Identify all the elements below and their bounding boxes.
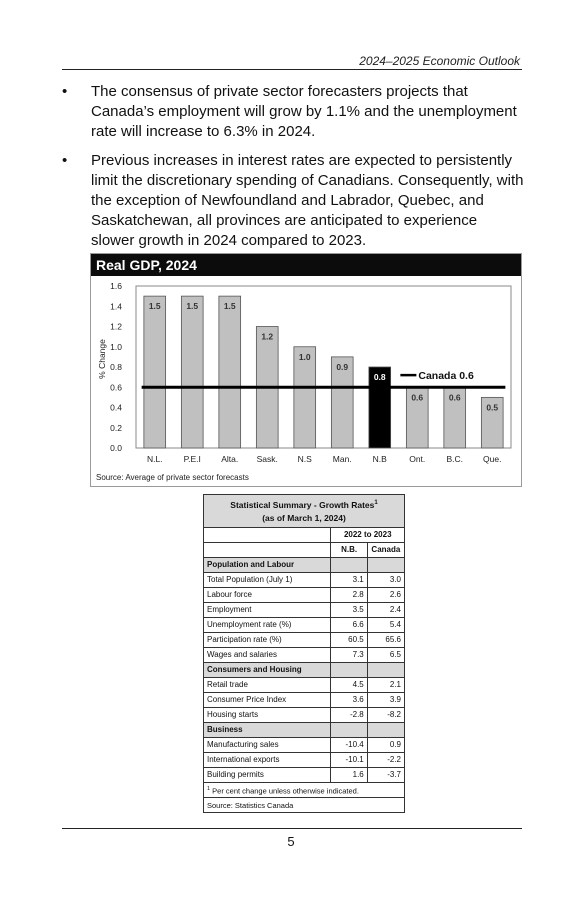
column-header-nb: N.B. — [331, 542, 367, 557]
bullet-text: The consensus of private sector forecasters projects that Canada’s employment will grow by 1.1% and the unemployment rate will increase to 6.3% in 2024. — [91, 83, 517, 140]
x-tick-label: P.E.I — [183, 454, 201, 464]
y-tick-label: 1.0 — [110, 341, 122, 352]
chart-title: Real GDP, 2024 — [91, 254, 521, 276]
bar-data-label: 0.8 — [373, 372, 386, 382]
canada-legend-label: Canada 0.6 — [418, 370, 474, 383]
row-label: Unemployment rate (%) — [204, 617, 331, 632]
summary-table — [203, 494, 405, 813]
x-tick-label: N.S — [297, 454, 312, 464]
period-header: 2022 to 2023 — [331, 527, 405, 542]
bar-ns — [294, 347, 316, 448]
row-label: Consumer Price Index — [204, 692, 331, 707]
value-canada: 2.4 — [367, 602, 404, 617]
table-row — [204, 752, 405, 767]
bar-data-label: 0.5 — [486, 402, 499, 413]
blank-cell — [204, 527, 331, 542]
y-axis-label: % Change — [97, 339, 107, 379]
bar-data-label: 1.2 — [261, 331, 274, 342]
row-label: Wages and salaries — [204, 647, 331, 662]
value-canada: -3.7 — [367, 767, 404, 782]
x-tick-label: Alta. — [221, 454, 239, 464]
section-row — [204, 722, 405, 737]
header-rule — [62, 69, 522, 70]
value-canada: 65.6 — [367, 632, 404, 647]
table-row — [204, 632, 405, 647]
summary-title-line2: (as of March 1, 2024) — [262, 512, 346, 523]
summary-title-line1: Statistical Summary - Growth Rates — [230, 499, 375, 510]
chart-source: Source: Average of private sector forecasts — [96, 473, 249, 482]
table-source: Source: Statistics Canada — [204, 798, 405, 813]
row-label: Retail trade — [204, 677, 331, 692]
bar-alta — [219, 296, 241, 448]
value-canada: -8.2 — [367, 707, 404, 722]
value-nb: -10.1 — [331, 752, 367, 767]
footnote — [204, 782, 405, 798]
value-nb: 3.5 — [331, 602, 367, 617]
bar-data-label: 1.5 — [148, 301, 161, 312]
section-blank — [331, 662, 367, 677]
gdp-chart — [90, 253, 522, 487]
value-canada: 3.0 — [367, 572, 404, 587]
bar-data-label: 0.6 — [411, 392, 424, 403]
period-row — [204, 527, 405, 542]
value-nb: -2.8 — [331, 707, 367, 722]
column-header-row — [204, 542, 405, 557]
y-tick-label: 1.4 — [110, 301, 122, 312]
table-row — [204, 677, 405, 692]
x-tick-label: Ont. — [409, 454, 426, 464]
y-tick-label: 0.2 — [110, 422, 122, 433]
bar-data-label: 1.5 — [223, 301, 236, 312]
y-tick-label: 0.0 — [110, 443, 122, 453]
y-tick-label: 0.4 — [110, 402, 122, 413]
bar-data-label: 1.0 — [298, 351, 311, 362]
value-canada: 2.1 — [367, 677, 404, 692]
x-tick-label: Man. — [332, 454, 352, 464]
statistical-summary — [203, 494, 405, 813]
table-row — [204, 572, 405, 587]
value-canada: 6.5 — [367, 647, 404, 662]
x-tick-label: B.C. — [446, 454, 464, 464]
blank-cell — [204, 542, 331, 557]
section-label: Consumers and Housing — [204, 662, 331, 677]
footnote-text: Per cent change unless otherwise indicated. — [212, 786, 359, 796]
value-canada: 0.9 — [367, 737, 404, 752]
section-blank — [367, 662, 404, 677]
running-header: 2024–2025 Economic Outlook — [359, 54, 520, 68]
bullet-item-interest-rates — [62, 151, 524, 251]
bullet-glyph: • — [62, 152, 68, 169]
source-row — [204, 798, 405, 813]
bullet-item-employment — [62, 82, 524, 142]
value-nb: 4.5 — [331, 677, 367, 692]
value-canada: 5.4 — [367, 617, 404, 632]
value-nb: 6.6 — [331, 617, 367, 632]
bar-data-label: 0.6 — [448, 392, 461, 403]
value-nb: 1.6 — [331, 767, 367, 782]
section-blank — [331, 722, 367, 737]
footnote-sup: 1 — [207, 785, 211, 792]
row-label: Manufacturing sales — [204, 737, 331, 752]
table-row — [204, 647, 405, 662]
section-label: Population and Labour — [204, 557, 331, 572]
value-nb: 3.6 — [331, 692, 367, 707]
summary-body — [204, 557, 405, 782]
table-row — [204, 692, 405, 707]
column-header-canada: Canada — [367, 542, 404, 557]
value-nb: 2.8 — [331, 587, 367, 602]
section-blank — [367, 557, 404, 572]
chart-plot — [91, 276, 521, 471]
y-tick-label: 1.6 — [110, 281, 122, 291]
row-label: Total Population (July 1) — [204, 572, 331, 587]
x-tick-label: Sask. — [256, 454, 278, 464]
y-tick-label: 0.8 — [110, 362, 122, 372]
value-canada: 2.6 — [367, 587, 404, 602]
value-canada: -2.2 — [367, 752, 404, 767]
bullet-text: Previous increases in interest rates are expected to persistently limit the discretionary spending of Canadians. Consequently, with the exception of Newfoundland and Labrador, Quebec, and Saskatchewan, all provinces are anticipated to experience slower growth in 2024 compared to 2023. — [91, 152, 524, 249]
bar-data-label: 1.5 — [186, 301, 199, 312]
row-label: Labour force — [204, 587, 331, 602]
table-row — [204, 737, 405, 752]
row-label: Participation rate (%) — [204, 632, 331, 647]
table-row — [204, 602, 405, 617]
value-nb: 60.5 — [331, 632, 367, 647]
summary-title-row — [204, 495, 405, 528]
page-number: 5 — [287, 834, 295, 849]
bar-data-label: 0.9 — [336, 361, 349, 372]
value-nb: -10.4 — [331, 737, 367, 752]
section-row — [204, 662, 405, 677]
x-tick-label: Que. — [483, 454, 502, 464]
table-row — [204, 587, 405, 602]
bullet-glyph: • — [62, 83, 68, 100]
row-label: International exports — [204, 752, 331, 767]
bar-pei — [181, 296, 203, 448]
table-row — [204, 707, 405, 722]
section-blank — [367, 722, 404, 737]
x-tick-label: N.B — [372, 454, 387, 464]
row-label: Employment — [204, 602, 331, 617]
value-nb: 3.1 — [331, 572, 367, 587]
summary-title-sup: 1 — [374, 500, 378, 506]
summary-title — [204, 495, 405, 528]
row-label: Building permits — [204, 767, 331, 782]
y-tick-label: 1.2 — [110, 321, 122, 332]
bar-nl — [144, 296, 166, 448]
value-nb: 7.3 — [331, 647, 367, 662]
row-label: Housing starts — [204, 707, 331, 722]
table-row — [204, 617, 405, 632]
value-canada: 3.9 — [367, 692, 404, 707]
section-row — [204, 557, 405, 572]
section-label: Business — [204, 722, 331, 737]
footer-rule — [62, 828, 522, 829]
table-row — [204, 767, 405, 782]
section-blank — [331, 557, 367, 572]
y-tick-label: 0.6 — [110, 382, 122, 393]
footnote-row — [204, 782, 405, 798]
x-tick-label: N.L. — [146, 454, 163, 464]
